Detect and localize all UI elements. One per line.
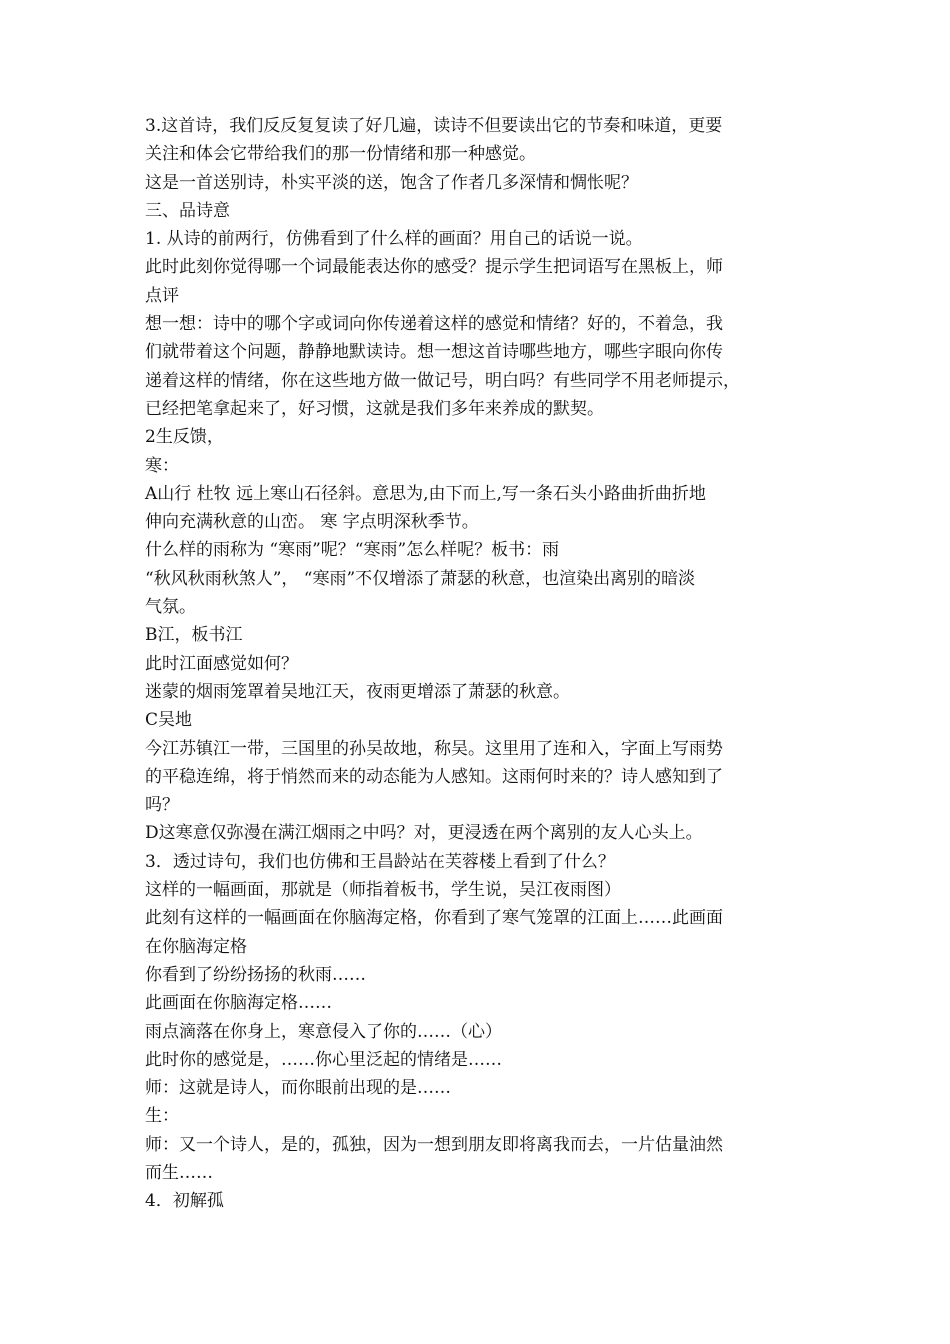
text-line: 2生反馈，	[145, 427, 224, 448]
text-line: 想一想：诗中的哪个字或词向你传递着这样的感觉和情绪？好的，不着急，我	[145, 314, 723, 335]
text-line: 吗？	[145, 795, 179, 816]
document-body	[145, 112, 810, 1216]
text-line: 雨点滴落在你身上，寒意侵入了你的……（心）	[145, 1021, 502, 1042]
text-line: 气氛。	[145, 597, 196, 618]
text-line: 师：又一个诗人，是的，孤独，因为一想到朋友即将离我而去，一片估量油然	[145, 1134, 723, 1155]
text-line: 此画面在你脑海定格……	[145, 993, 332, 1014]
text-line: 寒：	[145, 455, 179, 476]
text-line: 关注和体会它带给我们的那一份情绪和那一种感觉。	[145, 144, 536, 165]
text-line: 三、品诗意	[145, 200, 230, 221]
text-line: 这样的一幅画面，那就是（师指着板书，学生说，吴江夜雨图）	[145, 880, 621, 901]
text-line: 生：	[145, 1106, 179, 1127]
text-line: 迷蒙的烟雨笼罩着吴地江天，夜雨更增添了萧瑟的秋意。	[145, 681, 570, 702]
text-line: 此刻有这样的一幅画面在你脑海定格，你看到了寒气笼罩的江面上……此画面	[145, 908, 723, 929]
text-line: 4．初解孤	[145, 1191, 224, 1212]
text-line: 的平稳连绵，将于悄然而来的动态能为人感知。这雨何时来的？诗人感知到了	[145, 766, 723, 787]
text-line: 3.这首诗，我们反反复复读了好几遍，读诗不但要读出它的节奏和味道，更要	[145, 116, 723, 136]
text-line: 们就带着这个问题，静静地默读诗。想一想这首诗哪些地方，哪些字眼向你传	[145, 342, 723, 363]
text-line: 今江苏镇江一带，三国里的孙吴故地，称吴。这里用了连和入，字面上写雨势	[145, 738, 723, 759]
text-line: 此时此刻你觉得哪一个词最能表达你的感受？提示学生把词语写在黑板上，师	[145, 257, 723, 278]
text-line: 师：这就是诗人，而你眼前出现的是……	[145, 1078, 451, 1099]
text-line: D这寒意仅弥漫在满江烟雨之中吗？对，更浸透在两个离别的友人心头上。	[145, 823, 703, 844]
text-line: 此时你的感觉是，……你心里泛起的情绪是……	[145, 1049, 502, 1070]
text-line: A山行 杜牧 远上寒山石径斜。意思为,由下而上,写一条石头小路曲折曲折地	[145, 483, 706, 504]
text-line: 这是一首送别诗，朴实平淡的送，饱含了作者几多深情和惆怅呢？	[145, 172, 638, 193]
text-line: 你看到了纷纷扬扬的秋雨……	[145, 964, 366, 985]
text-line: 递着这样的情绪，你在这些地方做一做记号，明白吗？有些同学不用老师提示，	[145, 370, 740, 391]
text-line: 已经把笔拿起来了，好习惯，这就是我们多年来养成的默契。	[145, 398, 604, 419]
text-line: “秋风秋雨秋煞人”， “寒雨”不仅增添了萧瑟的秋意，也渲染出离别的暗淡	[145, 568, 696, 589]
text-line: 此时江面感觉如何？	[145, 653, 298, 674]
text-line: 3．透过诗句，我们也仿佛和王昌龄站在芙蓉楼上看到了什么？	[145, 851, 615, 872]
text-line: 在你脑海定格	[145, 936, 247, 957]
text-line: 而生……	[145, 1162, 213, 1183]
text-line: C吴地	[145, 710, 193, 731]
text-line: 1. 从诗的前两行，仿佛看到了什么样的画面？用自己的话说一说。	[145, 229, 643, 250]
text-line: B江，板书江	[145, 625, 243, 646]
text-line: 点评	[145, 285, 179, 306]
text-line: 什么样的雨称为 “寒雨”呢？“寒雨”怎么样呢？板书：雨	[145, 540, 560, 561]
text-line: 伸向充满秋意的山峦。 寒 字点明深秋季节。	[145, 512, 479, 533]
